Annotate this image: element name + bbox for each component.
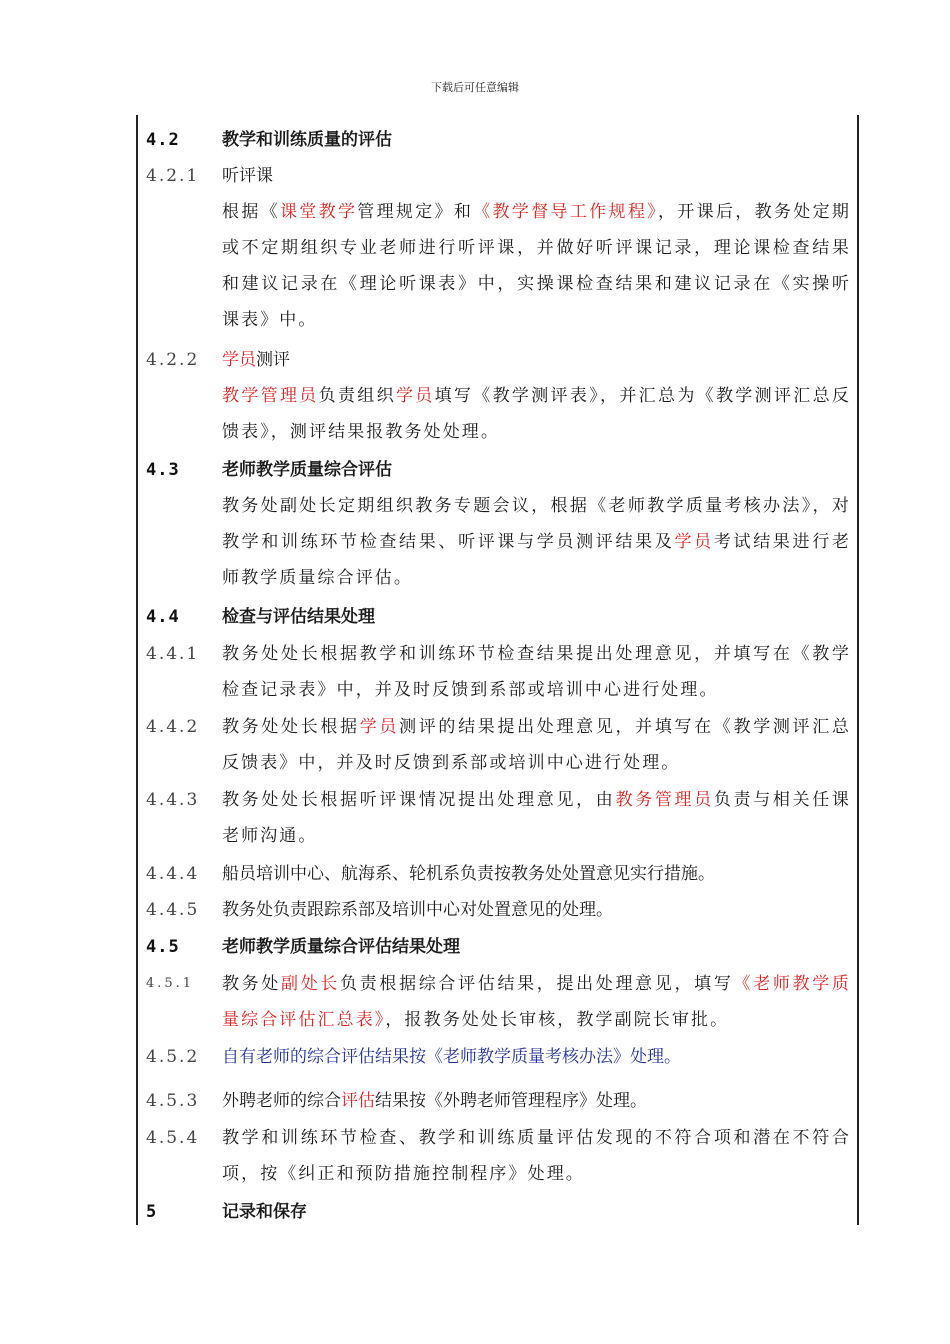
section-4-2-1 (146, 158, 851, 338)
section-4-4 (146, 599, 851, 635)
section-number: 4.4.2 (146, 717, 200, 737)
paragraph: 教学和训练环节检查、教学和训练质量评估发现的不符合项和潜在不符合项，按《纠正和预防措施控制程序》处理。 (222, 1128, 851, 1184)
paragraph: 船员培训中心、航海系、轮机系负责按教务处处置意见实行措施。 (222, 864, 715, 884)
section-4-2 (146, 122, 851, 158)
paragraph: 根据《课堂教学管理规定》和《教学督导工作规程》，开课后，教务处定期或不定期组织专业老师进行听评课，并做好听评课记录，理论课检查结果和建议记录在《理论听课表》中，实操课检查结果和建议记录在《实操听课表》中。 (222, 202, 852, 330)
section-number: 4.5.1 (146, 976, 195, 991)
section-4-4-2 (146, 709, 851, 781)
section-title: 教学和训练质量的评估 (222, 130, 392, 150)
paragraph: 教务处处长根据教学和训练环节检查结果提出处理意见，并填写在《教学检查记录表》中，并及时反馈到系部或培训中心进行处理。 (222, 644, 851, 700)
section-number: 5 (146, 1202, 158, 1222)
section-number: 4.5.4 (146, 1128, 200, 1148)
paragraph: 教务处副处长负责根据综合评估结果，提出处理意见，填写《老师教学质量综合评估汇总表》，报教务处处长审核，教学副院长审批。 (222, 974, 851, 1030)
section-number: 4.4.4 (146, 864, 200, 884)
section-4-5-1 (146, 966, 851, 1038)
section-title: 听评课 (222, 166, 273, 186)
section-4-3 (146, 452, 851, 596)
paragraph: 外聘老师的综合评估结果按《外聘老师管理程序》处理。 (222, 1091, 647, 1111)
section-4-4-1 (146, 636, 851, 708)
section-number: 4.4.1 (146, 644, 200, 664)
section-4-5-4 (146, 1120, 851, 1192)
section-number: 4.5 (146, 937, 180, 957)
section-4-4-5 (146, 892, 851, 928)
section-number: 4.2.1 (146, 166, 200, 186)
section-number: 4.5.3 (146, 1091, 200, 1111)
section-4-2-2 (146, 342, 851, 450)
section-number: 4.3 (146, 460, 180, 480)
section-number: 4.2.2 (146, 350, 200, 370)
section-5 (146, 1194, 851, 1230)
section-title: 老师教学质量综合评估结果处理 (222, 937, 460, 957)
paragraph: 教务处负责跟踪系部及培训中心对处置意见的处理。 (222, 900, 613, 920)
paragraph: 教务处处长根据听评课情况提出处理意见，由教务管理员负责与相关任课老师沟通。 (222, 790, 852, 846)
paragraph: 自有老师的综合评估结果按《老师教学质量考核办法》处理。 (222, 1047, 681, 1067)
table-left-border (136, 115, 138, 1225)
section-title: 学员测评 (222, 350, 290, 370)
paragraph: 教务处副处长定期组织教务专题会议，根据《老师教学质量考核办法》，对教学和训练环节检查结果、听评课与学员测评结果及学员考试结果进行老师教学质量综合评估。 (222, 496, 852, 588)
section-number: 4.5.2 (146, 1047, 200, 1067)
section-number: 4.4 (146, 607, 180, 627)
section-4-5-3 (146, 1083, 851, 1119)
section-title: 老师教学质量综合评估 (222, 460, 392, 480)
section-4-4-4 (146, 856, 851, 892)
paragraph: 教学管理员负责组织学员填写《教学测评表》，并汇总为《教学测评汇总反馈表》，测评结果报教务处处理。 (222, 386, 852, 442)
section-number: 4.2 (146, 130, 180, 150)
page-header: 下载后可任意编辑 (431, 81, 519, 94)
section-4-5-2 (146, 1039, 851, 1075)
section-title: 检查与评估结果处理 (222, 607, 375, 627)
table-right-border (857, 115, 859, 1225)
paragraph: 教务处处长根据学员测评的结果提出处理意见，并填写在《教学测评汇总反馈表》中，并及时反馈到系部或培训中心进行处理。 (222, 717, 851, 773)
section-title: 记录和保存 (222, 1202, 307, 1222)
section-number: 4.4.3 (146, 790, 200, 810)
section-4-5 (146, 929, 851, 965)
section-number: 4.4.5 (146, 900, 200, 920)
section-4-4-3 (146, 782, 851, 854)
